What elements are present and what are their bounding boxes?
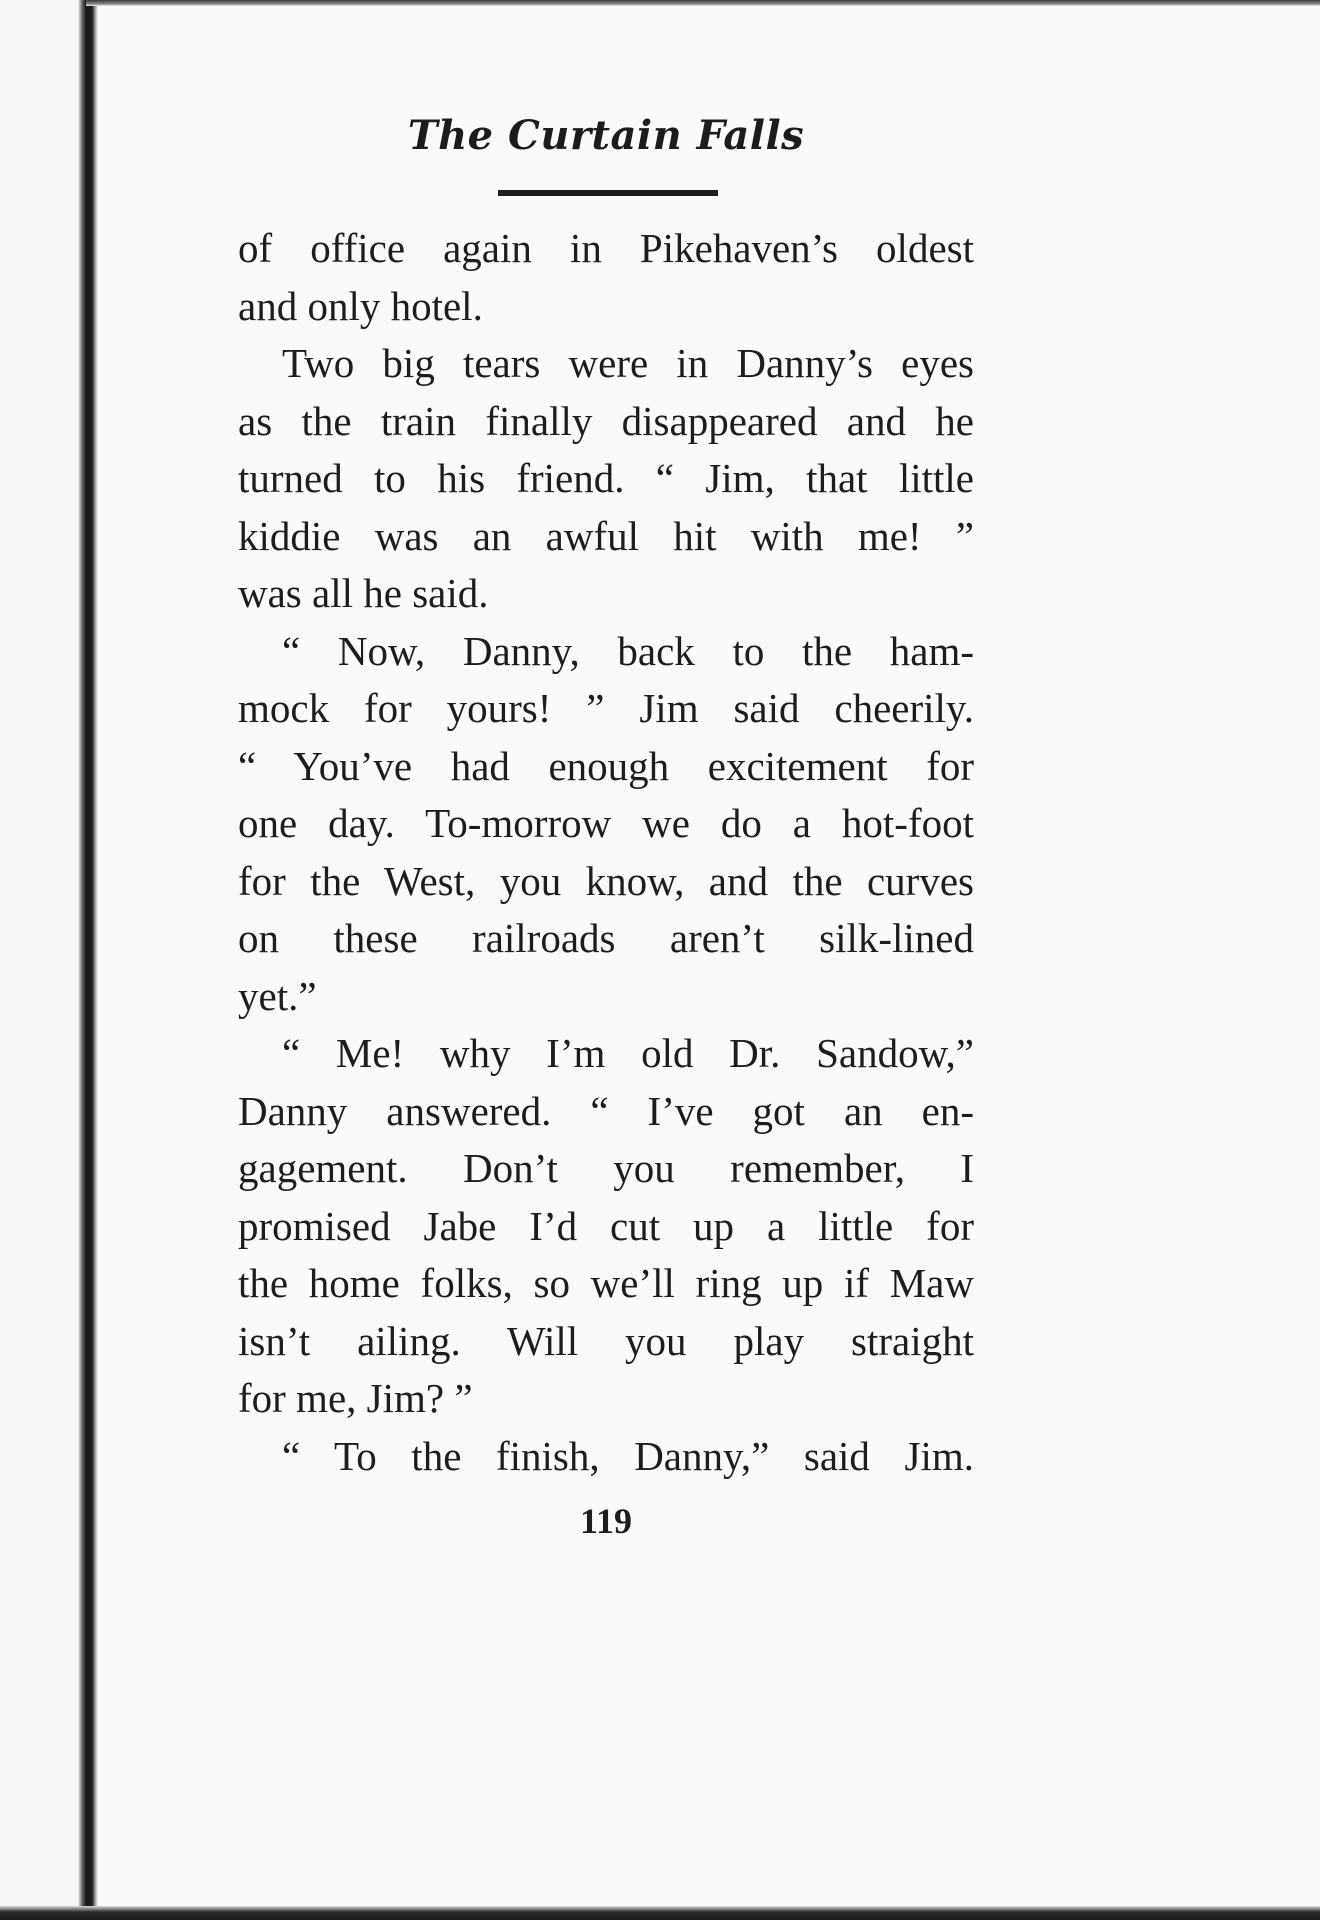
text-line: Two big tears were in Danny’s eyes <box>282 340 974 386</box>
text-line: and only hotel. <box>238 282 483 329</box>
running-head-rule <box>498 190 718 196</box>
text-line: kiddie was an awful hit with me! ” <box>238 512 974 559</box>
text-line: “ Me! why I’m old Dr. Sandow,” <box>282 1030 974 1076</box>
text-line: Danny answered. “ I’ve got an en- <box>238 1087 974 1134</box>
text-line: gagement. Don’t you remember, I <box>238 1145 974 1191</box>
text-line: “ You’ve had enough excitement for <box>238 742 974 789</box>
text-line: “ Now, Danny, back to the ham- <box>282 627 974 674</box>
book-binding-edge <box>0 0 98 1920</box>
text-line: turned to his friend. “ Jim, that little <box>238 455 974 501</box>
text-line: one day. To-morrow we do a hot-foot <box>238 800 974 846</box>
page-bottom-edge <box>0 1906 1320 1920</box>
text-line: as the train finally disappeared and he <box>238 397 974 444</box>
text-line: for me, Jim? ” <box>238 1375 473 1421</box>
text-line: mock for yours! ” Jim said cheerily. <box>238 685 974 731</box>
text-line: the home folks, so we’ll ring up if Maw <box>238 1260 974 1306</box>
body-text <box>238 220 974 1485</box>
text-line: isn’t ailing. Will you play straight <box>238 1317 974 1364</box>
text-line: of office again in Pikehaven’s oldest <box>238 225 974 271</box>
text-line: promised Jabe I’d cut up a little for <box>238 1202 974 1249</box>
running-head: The Curtain Falls <box>407 112 805 159</box>
page-number: 119 <box>579 1501 632 1541</box>
text-line: “ To the finish, Danny,” said Jim. <box>282 1432 974 1479</box>
text-line: for the West, you know, and the curves <box>238 857 974 904</box>
text-line: was all he said. <box>238 570 489 616</box>
text-line: yet.” <box>238 972 317 1019</box>
text-line: on these railroads aren’t silk-lined <box>238 915 974 961</box>
